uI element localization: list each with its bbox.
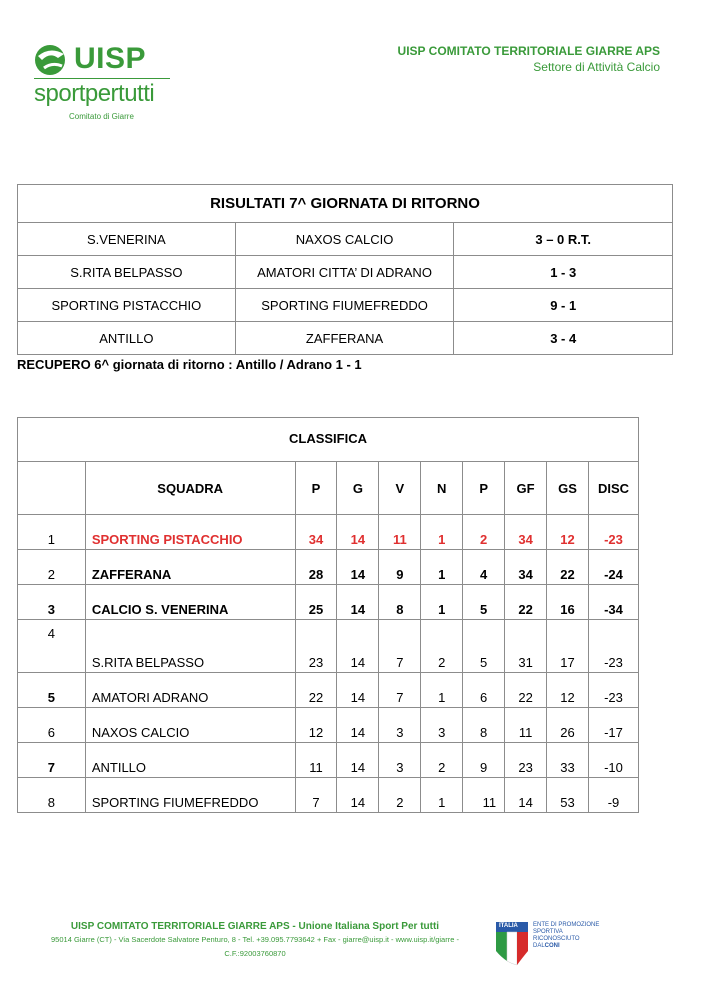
col-header-played: G [337,462,379,515]
footer-fiscal-code: C.F.:92003760870 [224,949,286,958]
table-row [18,708,639,743]
results-title: RISULTATI 7^ GIORNATA DI RITORNO [18,185,673,223]
row-won: 3 [379,743,421,778]
row-lost: 2 [463,515,505,550]
row-played: 14 [337,708,379,743]
coni-italia-label: ITALIA [499,923,518,929]
row-lost: 8 [463,708,505,743]
row-drawn: 3 [421,708,463,743]
row-disc: -17 [588,708,638,743]
table-row [18,585,639,620]
coni-line-4: DAL [533,943,545,949]
logo-wordmark: UISP [74,42,147,75]
row-played: 14 [337,515,379,550]
logo-divider [34,78,170,79]
row-pos: 8 [18,778,86,813]
row-gs: 12 [547,515,589,550]
away-team: AMATORI CITTA’ DI ADRANO [235,256,454,289]
row-gs: 22 [547,550,589,585]
row-team: S.RITA BELPASSO [85,620,295,673]
home-team: SPORTING PISTACCHIO [18,289,236,322]
col-header-points: P [295,462,337,515]
footer-title: UISP COMITATO TERRITORIALE GIARRE APS - Unione Italiana Sport Per tutti [70,921,440,932]
match-row [18,322,673,355]
standings-header-row [18,462,639,515]
row-gs: 16 [547,585,589,620]
logo-tagline: sportpertutti [34,80,155,107]
row-team: AMATORI ADRANO [85,673,295,708]
row-team: ZAFFERANA [85,550,295,585]
row-team: SPORTING FIUMEFREDDO [85,778,295,813]
match-row [18,256,673,289]
header-org [398,44,660,74]
row-gs: 26 [547,708,589,743]
coni-line-1: ENTE DI PROMOZIONE [533,922,600,928]
row-disc: -10 [588,743,638,778]
row-played: 14 [337,585,379,620]
col-header-disc: DISC [588,462,638,515]
row-gs: 12 [547,673,589,708]
home-team: S.VENERINA [18,223,236,256]
away-team: SPORTING FIUMEFREDDO [235,289,454,322]
row-pos: 7 [18,743,86,778]
uisp-logo [32,40,182,126]
row-points: 25 [295,585,337,620]
row-gs: 33 [547,743,589,778]
match-score: 3 – 0 R.T. [454,223,673,256]
row-gf: 31 [505,620,547,673]
row-gs: 17 [547,620,589,673]
row-pos: 2 [18,550,86,585]
footer [30,921,480,960]
match-row [18,289,673,322]
row-points: 23 [295,620,337,673]
table-row [18,673,639,708]
row-won: 11 [379,515,421,550]
row-drawn: 1 [421,515,463,550]
match-score: 1 - 3 [454,256,673,289]
row-drawn: 1 [421,778,463,813]
runner-icon [32,42,72,78]
match-score: 9 - 1 [454,289,673,322]
org-title: UISP COMITATO TERRITORIALE GIARRE APS [397,44,660,58]
row-gf: 14 [505,778,547,813]
row-team: NAXOS CALCIO [85,708,295,743]
row-pos: 5 [18,673,86,708]
row-drawn: 2 [421,620,463,673]
row-disc: -23 [588,515,638,550]
results-table [17,184,673,355]
row-drawn: 1 [421,550,463,585]
row-pos: 4 [18,620,86,673]
row-gs: 53 [547,778,589,813]
row-disc: -23 [588,673,638,708]
row-lost: 5 [463,585,505,620]
table-row [18,550,639,585]
row-lost: 6 [463,673,505,708]
row-gf: 34 [505,550,547,585]
home-team: S.RITA BELPASSO [18,256,236,289]
row-pos: 1 [18,515,86,550]
row-gf: 22 [505,585,547,620]
row-points: 12 [295,708,337,743]
row-won: 9 [379,550,421,585]
col-header-gf: GF [505,462,547,515]
row-points: 11 [295,743,337,778]
coni-text [533,922,613,950]
row-won: 7 [379,673,421,708]
match-row [18,223,673,256]
coni-line-5: CONI [544,943,560,949]
coni-badge [495,921,615,971]
row-disc: -24 [588,550,638,585]
row-drawn: 1 [421,673,463,708]
standings-table [17,417,639,813]
table-row [18,743,639,778]
away-team: NAXOS CALCIO [235,223,454,256]
standings-title: CLASSIFICA [18,418,639,462]
row-points: 34 [295,515,337,550]
row-played: 14 [337,550,379,585]
row-gf: 23 [505,743,547,778]
row-drawn: 2 [421,743,463,778]
row-team: SPORTING PISTACCHIO [85,515,295,550]
row-disc: -23 [588,620,638,673]
home-team: ANTILLO [18,322,236,355]
row-points: 22 [295,673,337,708]
away-team: ZAFFERANA [235,322,454,355]
row-team: CALCIO S. VENERINA [85,585,295,620]
row-gf: 22 [505,673,547,708]
row-team: ANTILLO [85,743,295,778]
row-pos: 6 [18,708,86,743]
row-pos: 3 [18,585,86,620]
table-row [18,515,639,550]
row-played: 14 [337,620,379,673]
row-disc: -34 [588,585,638,620]
row-played: 14 [337,673,379,708]
col-header-team: SQUADRA [85,462,295,515]
row-lost: 5 [463,620,505,673]
org-subtitle: Settore di Attività Calcio [533,60,660,74]
logo-comitato: Comitato di Giarre [69,112,134,121]
col-header-won: V [379,462,421,515]
row-points: 28 [295,550,337,585]
row-won: 2 [379,778,421,813]
row-won: 8 [379,585,421,620]
recupero-note: RECUPERO 6^ giornata di ritorno : Antillo / Adrano 1 - 1 [17,357,362,372]
col-header-gs: GS [547,462,589,515]
row-lost: 4 [463,550,505,585]
row-disc: -9 [588,778,638,813]
col-header-lost: P [463,462,505,515]
row-played: 14 [337,743,379,778]
row-lost: 11 [463,778,505,813]
row-lost: 9 [463,743,505,778]
row-won: 7 [379,620,421,673]
coni-line-2: SPORTIVA [533,929,563,935]
table-row [18,778,639,813]
row-won: 3 [379,708,421,743]
row-drawn: 1 [421,585,463,620]
row-points: 7 [295,778,337,813]
row-played: 14 [337,778,379,813]
table-row [18,620,639,673]
coni-line-3: RICONOSCIUTO [533,936,580,942]
match-score: 3 - 4 [454,322,673,355]
row-gf: 34 [505,515,547,550]
col-header-drawn: N [421,462,463,515]
footer-address: 95014 Giarre (CT) - Via Sacerdote Salvatore Penturo, 8 - Tel. +39.095.7793642 + Fax - giarre@uisp.it - www.uisp.it/giarre - [51,935,459,944]
row-gf: 11 [505,708,547,743]
col-header-pos [18,462,86,515]
